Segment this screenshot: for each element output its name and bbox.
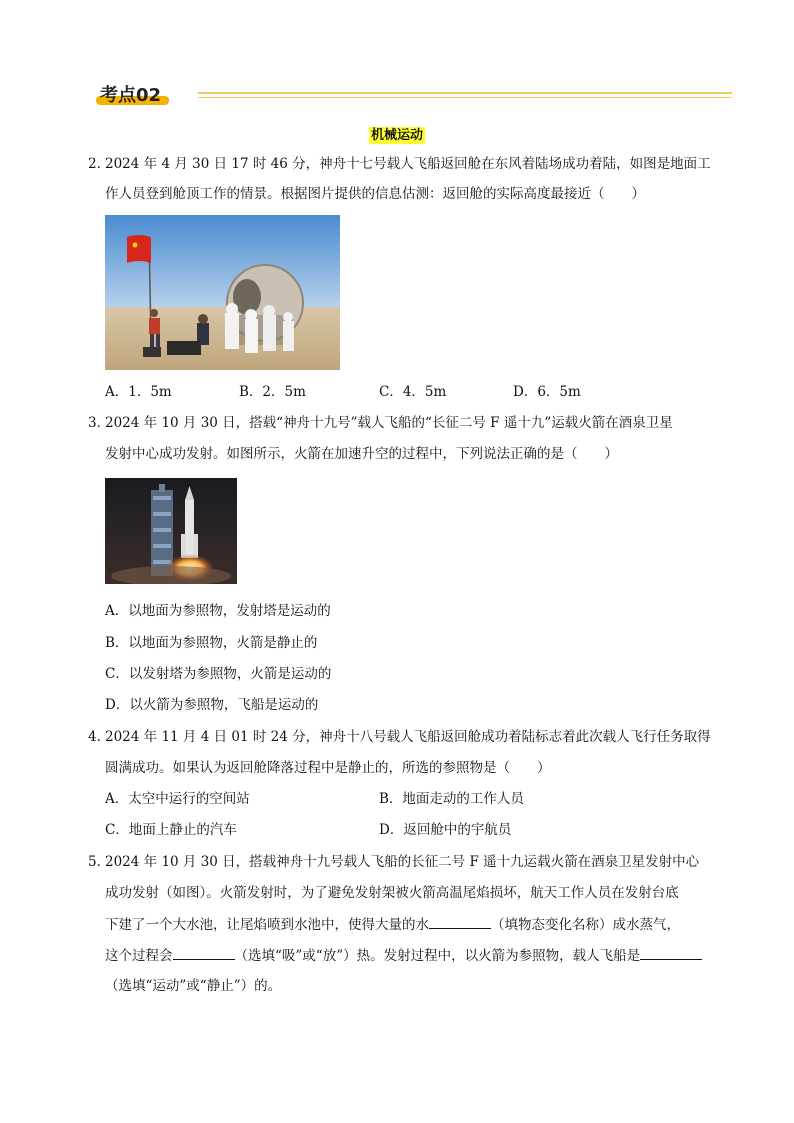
- question-5-line2: 成功发射（如图）。火箭发射时，为了避免发射架被火箭高温尾焰损坏，航天工作人员在发射台底: [105, 885, 679, 901]
- question-4-option-c: C．地面上静止的汽车: [105, 822, 237, 838]
- question-5-line3-text-b: （填物态变化名称）成水蒸气，: [491, 917, 680, 933]
- question-2-option-b: B．2．5m: [239, 384, 306, 400]
- answer-blank-1[interactable]: [429, 914, 491, 929]
- question-5-line3: [105, 914, 680, 935]
- section-header: [96, 84, 736, 108]
- question-4-line2: 圆满成功。如果认为返回舱降落过程中是静止的，所选的参照物是（ ）: [105, 760, 551, 776]
- rocket-launch-photo: [105, 478, 237, 584]
- question-5-line1: 2024 年 10 月 30 日，搭载神舟十九号载人飞船的长征二号 F 遥十九运载火箭在酒泉卫星发射中心: [105, 854, 700, 870]
- question-4-option-d: D．返回舱中的宇航员: [379, 822, 512, 838]
- answer-blank-2[interactable]: [173, 945, 235, 960]
- question-2-line2: 作人员登到舱顶工作的情景。根据图片提供的信息估测：返回舱的实际高度最接近（ ）: [105, 186, 645, 202]
- section-title: 机械运动: [370, 128, 423, 143]
- question-5-line4-text-a: 这个过程会: [105, 948, 173, 964]
- question-4-number: 4．: [88, 729, 111, 745]
- question-3-option-b: B．以地面为参照物，火箭是静止的: [105, 635, 318, 651]
- question-3-option-a: A．以地面为参照物，发射塔是运动的: [105, 603, 331, 619]
- question-4-line1: 2024 年 11 月 4 日 01 时 24 分，神舟十八号载人飞船返回舱成功着陆标志着此次载人飞行任务取得: [105, 729, 711, 745]
- answer-blank-3[interactable]: [640, 945, 702, 960]
- question-5-line4-text-b: （选填“吸”或“放”）热。发射过程中，以火箭为参照物，载人飞船是: [234, 948, 641, 964]
- question-5-number: 5．: [88, 854, 111, 870]
- question-5-line5: （选填“运动”或“静止”）的。: [105, 978, 282, 994]
- question-2-option-a: A．1．5m: [105, 384, 172, 400]
- capsule-landing-photo: [105, 215, 340, 370]
- question-2-number: 2．: [88, 156, 111, 172]
- topic-badge: [96, 84, 165, 108]
- question-3-option-c: C．以发射塔为参照物，火箭是运动的: [105, 666, 332, 682]
- question-5-line4: [105, 945, 702, 966]
- question-3-line2: 发射中心成功发射。如图所示，火箭在加速升空的过程中，下列说法正确的是（ ）: [105, 446, 618, 462]
- question-3-number: 3．: [88, 415, 111, 431]
- question-2-line1: 2024 年 4 月 30 日 17 时 46 分，神舟十七号载人飞船返回舱在东风着陆场成功着陆，如图是地面工: [105, 156, 711, 172]
- topic-badge-label: 考点02: [100, 85, 162, 106]
- question-3-line1: 2024 年 10 月 30 日，搭载“神舟十九号”载人飞船的“长征二号 F 遥十九”运载火箭在酒泉卫星: [105, 415, 673, 431]
- question-4-option-a: A．太空中运行的空间站: [105, 791, 250, 807]
- question-2-option-c: C．4．5m: [379, 384, 447, 400]
- question-2-option-d: D．6．5m: [513, 384, 581, 400]
- question-5-line3-text-a: 下建了一个大水池，让尾焰喷到水池中，使得大量的水: [105, 917, 429, 933]
- question-3-option-d: D．以火箭为参照物，飞船是运动的: [105, 697, 319, 713]
- question-4-option-b: B．地面走动的工作人员: [379, 791, 524, 807]
- header-rule: [198, 92, 732, 98]
